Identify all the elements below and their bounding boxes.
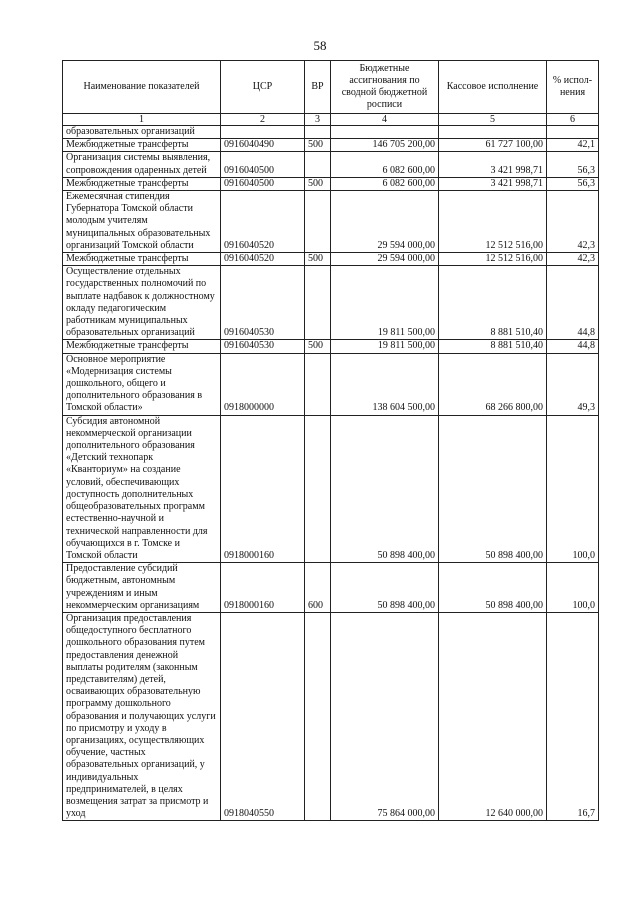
table-row <box>63 139 599 152</box>
cell-cash: 8 881 510,40 <box>439 340 547 353</box>
cell-pct: 44,8 <box>547 340 599 353</box>
header-vr: ВР <box>305 61 331 114</box>
cell-name: образовательных организаций <box>63 126 221 139</box>
cell-cash: 12 512 516,00 <box>439 191 547 253</box>
cell-csr: 0916040520 <box>221 253 305 266</box>
cell-pct: 56,3 <box>547 152 599 177</box>
cell-name: Основное мероприятие «Модернизация системы дошкольного, общего и дополнительного образования в Томской области» <box>63 353 221 415</box>
header-pct: % испол-нения <box>547 61 599 114</box>
cell-csr: 0916040500 <box>221 177 305 190</box>
column-number: 5 <box>439 114 547 126</box>
cell-csr: 0916040530 <box>221 266 305 340</box>
cell-cash: 12 512 516,00 <box>439 253 547 266</box>
cell-pct: 42,3 <box>547 253 599 266</box>
table-row <box>63 563 599 613</box>
table-row <box>63 253 599 266</box>
column-number: 2 <box>221 114 305 126</box>
cell-name: Организация предоставления общедоступного бесплатного дошкольного образования путем предоставления денежной выплаты родителям (законным представителям) детей, осваивающих образовательную программу дошкольного образования и получающих услуги по присмотру и уходу в организациях, осуществляющих обучение, частных образовательных организаций, у индивидуальных предпринимателей, в целях возмещения затрат за присмотр и уход <box>63 612 221 820</box>
table-row <box>63 126 599 139</box>
cell-vr <box>305 415 331 562</box>
cell-cash: 68 266 800,00 <box>439 353 547 415</box>
cell-vr: 500 <box>305 177 331 190</box>
cell-cash: 3 421 998,71 <box>439 152 547 177</box>
cell-budget: 146 705 200,00 <box>331 139 439 152</box>
cell-budget: 29 594 000,00 <box>331 253 439 266</box>
header-name: Наименование показателей <box>63 61 221 114</box>
table-row <box>63 266 599 340</box>
cell-cash: 12 640 000,00 <box>439 612 547 820</box>
cell-pct: 100,0 <box>547 563 599 613</box>
cell-name: Предоставление субсидий бюджетным, автономным учреждениям и иным некоммерческим организациям <box>63 563 221 613</box>
table-row <box>63 340 599 353</box>
cell-name: Ежемесячная стипендия Губернатора Томской области молодым учителям муниципальных образовательных организаций Томской области <box>63 191 221 253</box>
cell-csr: 0918000160 <box>221 415 305 562</box>
cell-vr <box>305 191 331 253</box>
cell-csr: 0916040530 <box>221 340 305 353</box>
cell-vr: 500 <box>305 253 331 266</box>
cell-budget: 50 898 400,00 <box>331 563 439 613</box>
table-row <box>63 415 599 562</box>
budget-execution-table <box>62 60 599 821</box>
table-header-row <box>63 61 599 114</box>
cell-vr: 500 <box>305 340 331 353</box>
cell-pct <box>547 126 599 139</box>
column-number: 3 <box>305 114 331 126</box>
cell-csr: 0918000000 <box>221 353 305 415</box>
table-row <box>63 152 599 177</box>
cell-csr: 0918040550 <box>221 612 305 820</box>
cell-cash: 8 881 510,40 <box>439 266 547 340</box>
cell-budget: 6 082 600,00 <box>331 152 439 177</box>
cell-budget: 19 811 500,00 <box>331 340 439 353</box>
cell-cash: 3 421 998,71 <box>439 177 547 190</box>
cell-name: Межбюджетные трансферты <box>63 177 221 190</box>
table-row <box>63 612 599 820</box>
column-number: 1 <box>63 114 221 126</box>
cell-vr <box>305 126 331 139</box>
cell-cash: 61 727 100,00 <box>439 139 547 152</box>
cell-pct: 56,3 <box>547 177 599 190</box>
header-budget: Бюджетные ассигнования по сводной бюджетной росписи <box>331 61 439 114</box>
table-row <box>63 177 599 190</box>
cell-vr: 500 <box>305 139 331 152</box>
cell-vr <box>305 266 331 340</box>
cell-csr: 0916040500 <box>221 152 305 177</box>
cell-pct: 42,3 <box>547 191 599 253</box>
cell-name: Организация системы выявления, сопровождения одаренных детей <box>63 152 221 177</box>
header-csr: ЦСР <box>221 61 305 114</box>
cell-pct: 49,3 <box>547 353 599 415</box>
column-number: 4 <box>331 114 439 126</box>
cell-pct: 44,8 <box>547 266 599 340</box>
cell-csr: 0918000160 <box>221 563 305 613</box>
cell-cash: 50 898 400,00 <box>439 415 547 562</box>
cell-vr <box>305 612 331 820</box>
cell-pct: 42,1 <box>547 139 599 152</box>
cell-name: Межбюджетные трансферты <box>63 139 221 152</box>
cell-pct: 100,0 <box>547 415 599 562</box>
cell-vr: 600 <box>305 563 331 613</box>
cell-budget: 6 082 600,00 <box>331 177 439 190</box>
cell-budget: 19 811 500,00 <box>331 266 439 340</box>
cell-budget: 75 864 000,00 <box>331 612 439 820</box>
cell-cash <box>439 126 547 139</box>
cell-name: Межбюджетные трансферты <box>63 253 221 266</box>
cell-csr: 0916040520 <box>221 191 305 253</box>
cell-name: Субсидия автономной некоммерческой организации дополнительного образования «Детский технопарк «Кванториум» на создание условий, обеспечивающих доступность дополнительных общеобразовательных программ естественно-научной и технической направленности для обучающихся в г. Томске и Томской области <box>63 415 221 562</box>
table-row <box>63 191 599 253</box>
cell-vr <box>305 152 331 177</box>
page-number: 58 <box>313 38 327 53</box>
cell-budget: 138 604 500,00 <box>331 353 439 415</box>
cell-budget: 29 594 000,00 <box>331 191 439 253</box>
column-number: 6 <box>547 114 599 126</box>
cell-budget <box>331 126 439 139</box>
cell-pct: 16,7 <box>547 612 599 820</box>
column-number-row <box>63 114 599 126</box>
cell-name: Осуществление отдельных государственных полномочий по выплате надбавок к должностному окладу педагогическим работникам муниципальных образовательных организаций <box>63 266 221 340</box>
cell-budget: 50 898 400,00 <box>331 415 439 562</box>
cell-vr <box>305 353 331 415</box>
table-row <box>63 353 599 415</box>
cell-cash: 50 898 400,00 <box>439 563 547 613</box>
header-cash: Кассовое исполнение <box>439 61 547 114</box>
cell-csr <box>221 126 305 139</box>
cell-name: Межбюджетные трансферты <box>63 340 221 353</box>
cell-csr: 0916040490 <box>221 139 305 152</box>
